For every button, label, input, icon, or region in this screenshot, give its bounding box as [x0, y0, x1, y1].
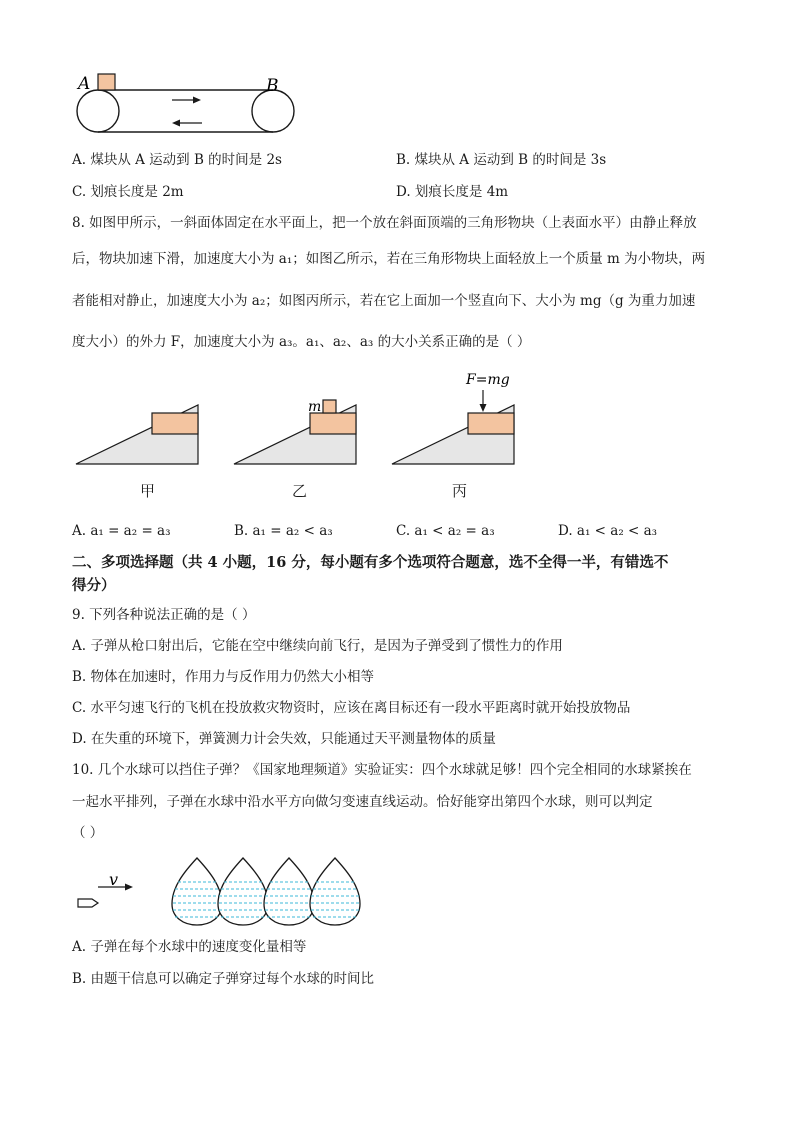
- label-force: F=mg: [466, 372, 510, 388]
- label-b: B: [266, 76, 279, 96]
- q7-option-d: D. 划痕长度是 4m: [396, 184, 509, 200]
- q8-stem-line-2: 后，物块加速下滑，加速度大小为 a₁；如图乙所示，若在三角形物块上面轻放上一个质量 m 为小物块，两: [72, 251, 706, 267]
- water-ball: [172, 858, 222, 925]
- q10-stem-line-1: 10. 几个水球可以挡住子弹？《国家地理频道》实验证实：四个水球就足够！四个完全相同的水球紧挨在: [72, 762, 692, 778]
- q7-option-b: B. 煤块从 A 运动到 B 的时间是 3s: [396, 152, 607, 168]
- label-v: v: [109, 870, 119, 889]
- q7-option-a: A. 煤块从 A 运动到 B 的时间是 2s: [72, 152, 282, 168]
- water-ball: [264, 858, 314, 925]
- caption-jia: 甲: [140, 482, 156, 500]
- q8-stem-line-3: 者能相对静止，加速度大小为 a₂；如图丙所示，若在它上面加一个竖直向下、大小为 mg（g 为重力加速: [72, 293, 696, 309]
- triangular-block: [310, 413, 356, 434]
- bullet-icon: [78, 899, 98, 907]
- small-block-m: [323, 400, 336, 413]
- arrow-left-icon: [172, 120, 202, 127]
- q8-option-b: B. a₁ = a₂ < a₃: [234, 523, 333, 539]
- right-pulley: [252, 90, 294, 132]
- q8-option-c: C. a₁ < a₂ = a₃: [396, 523, 495, 539]
- water-balls-figure: [74, 852, 374, 932]
- q8-option-a: A. a₁ = a₂ = a₃: [72, 523, 171, 539]
- q10-option-a: A. 子弹在每个水球中的速度变化量相等: [72, 939, 307, 955]
- label-m: m: [308, 399, 322, 415]
- incline-figure-yi: [232, 396, 362, 466]
- q9-stem: 9. 下列各种说法正确的是（ ）: [72, 607, 256, 623]
- caption-bing: 丙: [452, 482, 468, 500]
- q9-option-d: D. 在失重的环境下，弹簧测力计会失效，只能通过天平测量物体的质量: [72, 731, 496, 747]
- left-pulley: [77, 90, 119, 132]
- label-a: A: [78, 74, 91, 94]
- coal-block: [98, 74, 115, 90]
- water-ball: [218, 858, 268, 925]
- incline-figure-jia: [74, 405, 204, 465]
- q9-option-a: A. 子弹从枪口射出后，它能在空中继续向前飞行，是因为子弹受到了惯性力的作用: [72, 638, 563, 654]
- arrow-right-icon: [172, 97, 201, 104]
- q8-stem-line-1: 8. 如图甲所示，一斜面体固定在水平面上，把一个放在斜面顶端的三角形物块（上表面水平）由静止释放: [72, 215, 697, 231]
- conveyor-belt-figure: [72, 68, 312, 134]
- q8-stem-line-4: 度大小）的外力 F，加速度大小为 a₃。a₁、a₂、a₃ 的大小关系正确的是（ ）: [72, 334, 531, 350]
- caption-yi: 乙: [292, 482, 308, 500]
- q9-option-c: C. 水平匀速飞行的飞机在投放救灾物资时，应该在离目标还有一段水平距离时就开始投放物品: [72, 700, 631, 716]
- triangular-block: [468, 413, 514, 434]
- q10-stem-line-2: 一起水平排列，子弹在水球中沿水平方向做匀变速直线运动。恰好能穿出第四个水球，则可以判定: [72, 794, 653, 810]
- force-arrow-icon: [480, 390, 487, 412]
- q10-option-b: B. 由题干信息可以确定子弹穿过每个水球的时间比: [72, 971, 375, 987]
- q8-option-d: D. a₁ < a₂ < a₃: [558, 523, 658, 539]
- water-ball: [310, 858, 360, 925]
- section-2-title-line-1: 二、多项选择题（共 4 小题，16 分，每小题有多个选项符合题意，选不全得一半，有错选不: [72, 554, 669, 571]
- q9-option-b: B. 物体在加速时，作用力与反作用力仍然大小相等: [72, 669, 375, 685]
- section-2-title-line-2: 得分）: [72, 577, 116, 594]
- triangular-block: [152, 413, 198, 434]
- q7-option-c: C. 划痕长度是 2m: [72, 184, 184, 200]
- incline-figure-bing: [390, 366, 530, 466]
- q10-stem-line-3: （ ）: [72, 825, 104, 841]
